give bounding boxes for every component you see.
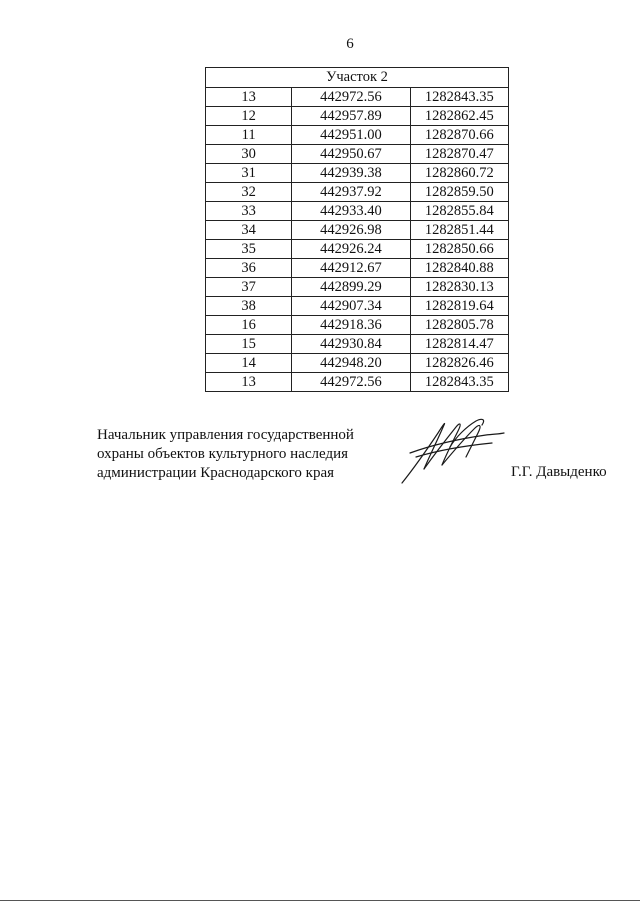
x-coordinate-cell: 442899.29 [292,278,410,297]
table-row [206,145,509,164]
point-number-cell: 31 [206,164,292,183]
table-row [206,240,509,259]
signature-block [97,426,354,483]
table-row [206,335,509,354]
point-number-cell: 14 [206,354,292,373]
coordinates-table [205,67,509,392]
table-row [206,316,509,335]
point-number-cell: 15 [206,335,292,354]
y-coordinate-cell: 1282859.50 [410,183,508,202]
point-number-cell: 32 [206,183,292,202]
signer-name: Г.Г. Давыденко [511,464,607,480]
table-row [206,88,509,107]
x-coordinate-cell: 442907.34 [292,297,410,316]
table-caption: Участок 2 [206,68,509,88]
y-coordinate-cell: 1282860.72 [410,164,508,183]
table-row [206,126,509,145]
y-coordinate-cell: 1282826.46 [410,354,508,373]
table-row [206,278,509,297]
point-number-cell: 33 [206,202,292,221]
point-number-cell: 30 [206,145,292,164]
x-coordinate-cell: 442957.89 [292,107,410,126]
x-coordinate-cell: 442930.84 [292,335,410,354]
y-coordinate-cell: 1282830.13 [410,278,508,297]
point-number-cell: 34 [206,221,292,240]
position-line-3: администрации Краснодарского края [97,465,335,481]
x-coordinate-cell: 442918.36 [292,316,410,335]
table-row [206,107,509,126]
x-coordinate-cell: 442972.56 [292,373,410,392]
point-number-cell: 35 [206,240,292,259]
handwritten-signature-icon [396,415,508,487]
table-row [206,183,509,202]
y-coordinate-cell: 1282819.64 [410,297,508,316]
y-coordinate-cell: 1282843.35 [410,373,508,392]
x-coordinate-cell: 442933.40 [292,202,410,221]
y-coordinate-cell: 1282843.35 [410,88,508,107]
x-coordinate-cell: 442948.20 [292,354,410,373]
y-coordinate-cell: 1282851.44 [410,221,508,240]
y-coordinate-cell: 1282805.78 [410,316,508,335]
x-coordinate-cell: 442912.67 [292,259,410,278]
position-line-2: охраны объектов культурного наследия [97,446,349,462]
y-coordinate-cell: 1282855.84 [410,202,508,221]
table-row [206,202,509,221]
point-number-cell: 13 [206,373,292,392]
point-number-cell: 36 [206,259,292,278]
y-coordinate-cell: 1282862.45 [410,107,508,126]
y-coordinate-cell: 1282814.47 [410,335,508,354]
position-line-1: Начальник управления государственной [97,427,354,443]
table-caption-row [206,68,509,88]
point-number-cell: 37 [206,278,292,297]
point-number-cell: 11 [206,126,292,145]
table-row [206,373,509,392]
table-row [206,297,509,316]
point-number-cell: 16 [206,316,292,335]
table-row [206,354,509,373]
point-number-cell: 12 [206,107,292,126]
point-number-cell: 38 [206,297,292,316]
x-coordinate-cell: 442951.00 [292,126,410,145]
x-coordinate-cell: 442939.38 [292,164,410,183]
y-coordinate-cell: 1282870.66 [410,126,508,145]
x-coordinate-cell: 442926.24 [292,240,410,259]
table-row [206,221,509,240]
y-coordinate-cell: 1282840.88 [410,259,508,278]
table-row [206,164,509,183]
y-coordinate-cell: 1282870.47 [410,145,508,164]
table-row [206,259,509,278]
x-coordinate-cell: 442937.92 [292,183,410,202]
page-bottom-rule [0,900,640,901]
y-coordinate-cell: 1282850.66 [410,240,508,259]
x-coordinate-cell: 442950.67 [292,145,410,164]
page-number: 6 [346,36,354,52]
x-coordinate-cell: 442926.98 [292,221,410,240]
x-coordinate-cell: 442972.56 [292,88,410,107]
point-number-cell: 13 [206,88,292,107]
